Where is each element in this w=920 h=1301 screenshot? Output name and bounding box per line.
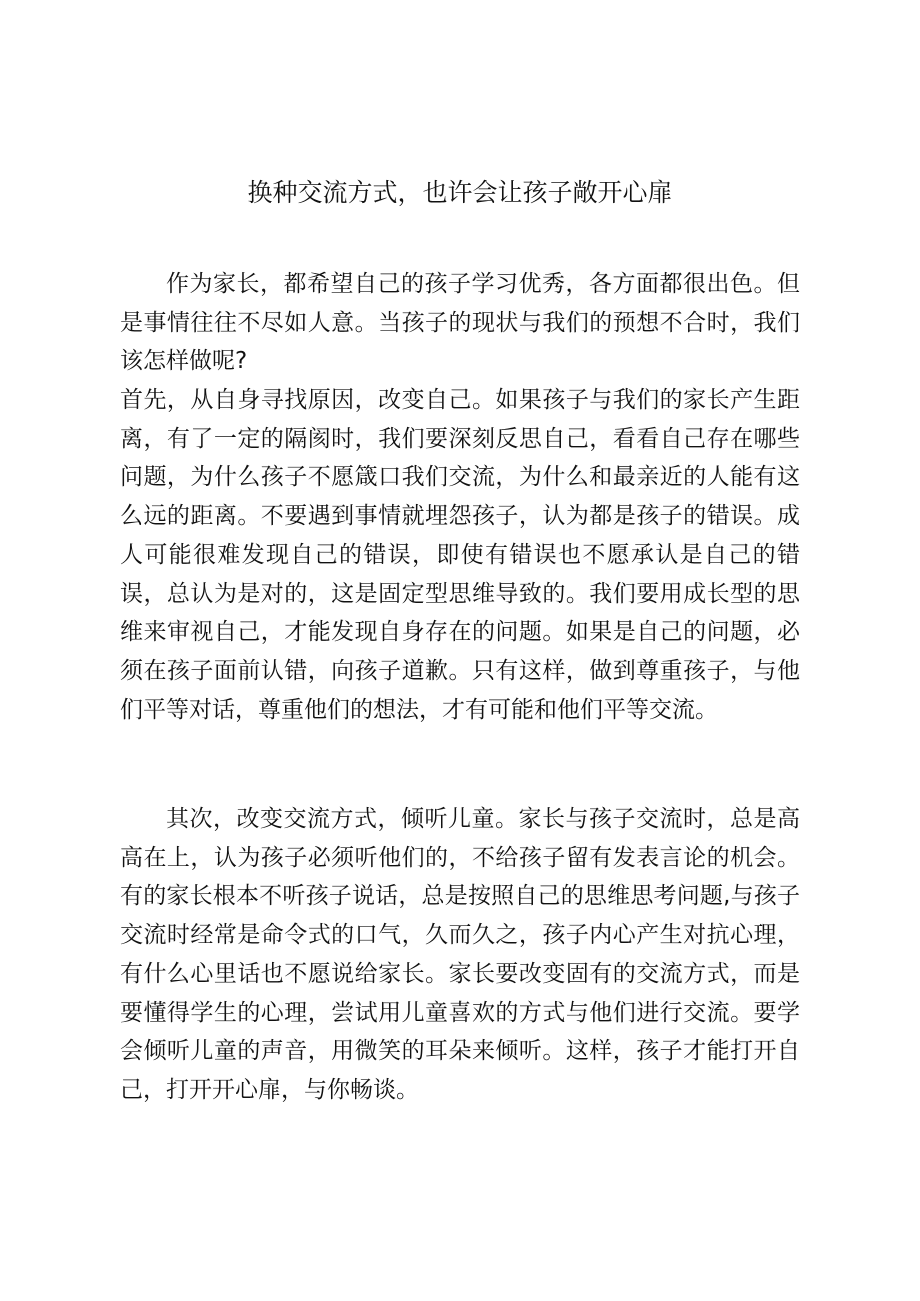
paragraph-intro: 作为家长，都希望自己的孩子学习优秀，各方面都很出色。但是事情往往不尽如人意。当孩子的现状与我们的预想不合时，我们该怎样做呢? <box>120 271 800 375</box>
paragraph-second-point: 其次，改变交流方式，倾听儿童。家长与孩子交流时，总是高高在上，认为孩子必须听他们的，不给孩子留有发表言论的机会。有的家长根本不听孩子说话，总是按照自己的思维思考问题,与孩子交流时经常是命令式的口气，久而久之，孩子内心产生对抗心理，有什么心里话也不愿说给家长。家长要改变固有的交流方式，而是要懂得学生的心理，尝试用儿童喜欢的方式与他们进行交流。要学会倾听儿童的声音，用微笑的耳朵来倾听。这样，孩子才能打开自己，打开开心扉，与你畅谈。 <box>120 806 800 1103</box>
paragraph-first-point: 首先，从自身寻找原因，改变自己。如果孩子与我们的家长产生距离，有了一定的隔阂时，我们要深刻反思自己，看看自己存在哪些问题，为什么孩子不愿箴口我们交流，为什么和最亲近的人能有这么远的距离。不要遇到事情就埋怨孩子，认为都是孩子的错误。成人可能很难发现自己的错误，即使有错误也不愿承认是自己的错误，总认为是对的，这是固定型思维导致的。我们要用成长型的思维来审视自己，才能发现自身存在的问题。如果是自己的问题，必须在孩子面前认错，向孩子道歉。只有这样，做到尊重孩子，与他们平等对话，尊重他们的想法，才有可能和他们平等交流。 <box>120 387 800 723</box>
document-title: 换种交流方式，也许会让孩子敞开心扉 <box>247 178 673 207</box>
